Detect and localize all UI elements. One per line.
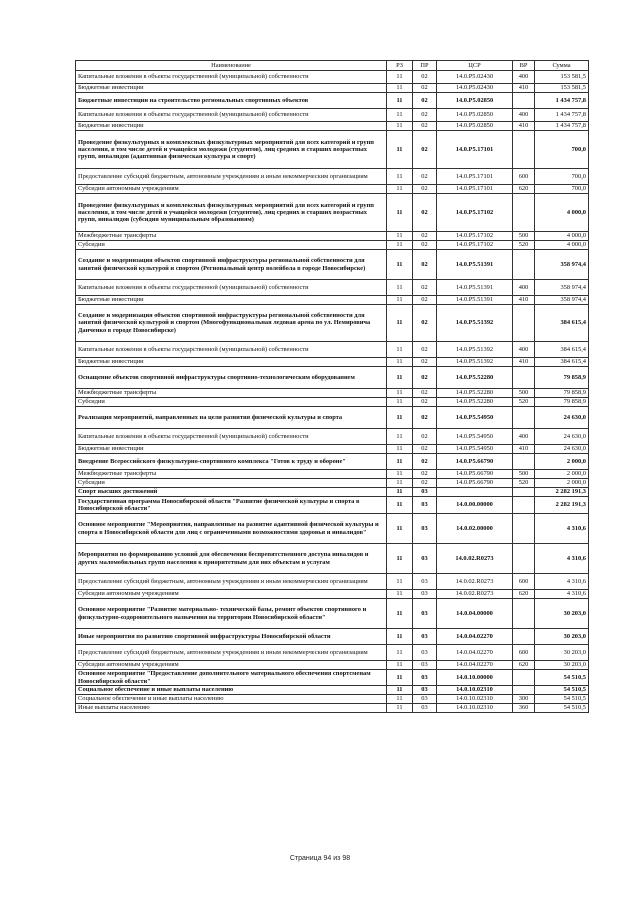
table-row	[76, 479, 589, 488]
cell-sum: 4 310,6	[535, 574, 589, 590]
cell-vr: 520	[513, 241, 535, 250]
cell-name: Субсидии автономным учреждениям	[76, 661, 387, 670]
cell-csr: 14.0.P5.02850	[437, 109, 513, 122]
cell-csr: 14.0.P5.66790	[437, 479, 513, 488]
cell-rz: 11	[387, 544, 413, 574]
cell-rz: 11	[387, 131, 413, 169]
cell-pr: 03	[413, 544, 437, 574]
cell-pr: 02	[413, 93, 437, 109]
cell-name: Межбюджетные трансферты	[76, 232, 387, 241]
cell-pr: 02	[413, 296, 437, 305]
cell-vr	[513, 93, 535, 109]
cell-rz: 11	[387, 488, 413, 497]
cell-vr: 410	[513, 445, 535, 454]
cell-name: Межбюджетные трансферты	[76, 389, 387, 398]
cell-csr: 14.0.02.R0273	[437, 544, 513, 574]
cell-sum: 4 000,0	[535, 194, 589, 232]
cell-rz: 11	[387, 497, 413, 514]
cell-csr: 14.0.10.02310	[437, 704, 513, 713]
table-row	[76, 629, 589, 645]
cell-sum: 24 630,0	[535, 445, 589, 454]
cell-vr	[513, 686, 535, 695]
cell-vr	[513, 250, 535, 280]
table-row	[76, 185, 589, 194]
cell-pr: 02	[413, 131, 437, 169]
cell-csr: 14.0.10.00000	[437, 670, 513, 686]
table-row	[76, 169, 589, 185]
table-row	[76, 84, 589, 93]
cell-name: Оснащение объектов спортивной инфраструктуры спортивно-технологическим оборудованием	[76, 367, 387, 389]
cell-pr: 02	[413, 407, 437, 429]
table-row	[76, 342, 589, 358]
cell-pr: 02	[413, 109, 437, 122]
cell-vr: 620	[513, 590, 535, 599]
cell-vr: 400	[513, 109, 535, 122]
table-row	[76, 686, 589, 695]
cell-rz: 11	[387, 470, 413, 479]
cell-vr: 520	[513, 479, 535, 488]
cell-csr: 14.0.P5.54950	[437, 407, 513, 429]
cell-vr: 410	[513, 84, 535, 93]
cell-pr: 02	[413, 479, 437, 488]
table-row	[76, 704, 589, 713]
cell-rz: 11	[387, 185, 413, 194]
cell-name: Создание и модернизация объектов спортивной инфраструктуры региональной собственности для занятий физической культурой и спортом (Региональный центр волейбола в городе Новосибирске)	[76, 250, 387, 280]
cell-vr: 500	[513, 389, 535, 398]
cell-csr: 14.0.P5.17102	[437, 194, 513, 232]
cell-rz: 11	[387, 122, 413, 131]
table-row	[76, 645, 589, 661]
table-row	[76, 590, 589, 599]
cell-name: Иные мероприятия по развитию спортивной инфраструктуры Новосибирской области	[76, 629, 387, 645]
cell-name: Государственная программа Новосибирской области "Развитие физической культуры и спорта в Новосибирской области"	[76, 497, 387, 514]
cell-csr: 14.0.P5.66790	[437, 454, 513, 470]
cell-csr: 14.0.04.00000	[437, 599, 513, 629]
cell-rz: 11	[387, 479, 413, 488]
cell-pr: 02	[413, 367, 437, 389]
cell-rz: 11	[387, 250, 413, 280]
cell-sum: 4 310,6	[535, 590, 589, 599]
cell-sum: 24 630,0	[535, 407, 589, 429]
cell-name: Бюджетные инвестиции	[76, 358, 387, 367]
cell-sum: 153 581,5	[535, 84, 589, 93]
cell-sum: 358 974,4	[535, 280, 589, 296]
table-row	[76, 497, 589, 514]
cell-rz: 11	[387, 645, 413, 661]
table-row	[76, 470, 589, 479]
cell-pr: 03	[413, 574, 437, 590]
cell-vr: 600	[513, 645, 535, 661]
cell-rz: 11	[387, 454, 413, 470]
cell-pr: 02	[413, 185, 437, 194]
cell-vr	[513, 305, 535, 342]
cell-csr: 14.0.02.R0273	[437, 590, 513, 599]
cell-sum: 700,0	[535, 131, 589, 169]
cell-pr: 03	[413, 686, 437, 695]
cell-name: Субсидии	[76, 398, 387, 407]
cell-name: Бюджетные инвестиции	[76, 122, 387, 131]
cell-sum: 30 203,0	[535, 661, 589, 670]
table-row	[76, 93, 589, 109]
cell-pr: 02	[413, 250, 437, 280]
cell-vr	[513, 544, 535, 574]
cell-pr: 02	[413, 342, 437, 358]
table-row	[76, 544, 589, 574]
cell-sum: 4 000,0	[535, 241, 589, 250]
cell-rz: 11	[387, 445, 413, 454]
cell-rz: 11	[387, 389, 413, 398]
cell-sum: 384 615,4	[535, 305, 589, 342]
header-vr: ВР	[513, 61, 535, 71]
table-row	[76, 250, 589, 280]
cell-pr: 02	[413, 169, 437, 185]
cell-vr	[513, 514, 535, 544]
cell-sum: 54 510,5	[535, 670, 589, 686]
cell-vr	[513, 599, 535, 629]
cell-csr: 14.0.P5.52280	[437, 389, 513, 398]
table-row	[76, 109, 589, 122]
cell-name: Капитальные вложения в объекты государственной (муниципальной) собственности	[76, 342, 387, 358]
cell-sum: 2 000,0	[535, 454, 589, 470]
table-row	[76, 122, 589, 131]
cell-csr: 14.0.P5.17101	[437, 131, 513, 169]
cell-csr: 14.0.P5.51392	[437, 342, 513, 358]
cell-vr: 400	[513, 71, 535, 84]
cell-rz: 11	[387, 367, 413, 389]
cell-name: Капитальные вложения в объекты государственной (муниципальной) собственности	[76, 71, 387, 84]
cell-sum: 79 858,9	[535, 367, 589, 389]
cell-pr: 03	[413, 488, 437, 497]
cell-rz: 11	[387, 629, 413, 645]
cell-name: Межбюджетные трансферты	[76, 470, 387, 479]
table-row	[76, 670, 589, 686]
cell-rz: 11	[387, 429, 413, 445]
cell-rz: 11	[387, 514, 413, 544]
cell-vr: 410	[513, 358, 535, 367]
cell-csr: 14.0.P5.51391	[437, 296, 513, 305]
table-row	[76, 429, 589, 445]
cell-vr	[513, 629, 535, 645]
cell-csr: 14.0.P5.17101	[437, 169, 513, 185]
header-name: Наименование	[76, 61, 387, 71]
table-row	[76, 280, 589, 296]
table-row	[76, 241, 589, 250]
cell-sum: 30 203,0	[535, 645, 589, 661]
cell-pr: 02	[413, 445, 437, 454]
cell-rz: 11	[387, 194, 413, 232]
cell-sum: 54 510,5	[535, 686, 589, 695]
cell-csr: 14.0.00.00000	[437, 497, 513, 514]
cell-pr: 03	[413, 629, 437, 645]
table-row	[76, 661, 589, 670]
table-row	[76, 367, 589, 389]
header-pr: ПР	[413, 61, 437, 71]
cell-sum: 79 858,9	[535, 389, 589, 398]
table-row	[76, 305, 589, 342]
cell-sum: 4 310,6	[535, 514, 589, 544]
cell-pr: 03	[413, 514, 437, 544]
cell-csr	[437, 488, 513, 497]
cell-pr: 02	[413, 305, 437, 342]
budget-table	[75, 60, 589, 713]
cell-sum: 700,0	[535, 185, 589, 194]
header-csr: ЦСР	[437, 61, 513, 71]
cell-vr: 410	[513, 296, 535, 305]
cell-csr: 14.0.10.02310	[437, 686, 513, 695]
cell-sum: 700,0	[535, 169, 589, 185]
page-footer: Страница 94 из 98	[289, 855, 351, 862]
cell-rz: 11	[387, 358, 413, 367]
cell-rz: 11	[387, 232, 413, 241]
cell-pr: 03	[413, 695, 437, 704]
cell-name: Основное мероприятие "Предоставление дополнительного материального обеспечения спортсменам Новосибирской области"	[76, 670, 387, 686]
cell-name: Иные выплаты населению	[76, 704, 387, 713]
table-header-row	[76, 61, 589, 71]
cell-pr: 02	[413, 241, 437, 250]
cell-rz: 11	[387, 93, 413, 109]
table-row	[76, 398, 589, 407]
table-row	[76, 71, 589, 84]
cell-pr: 02	[413, 398, 437, 407]
cell-csr: 14.0.02.00000	[437, 514, 513, 544]
cell-vr: 620	[513, 185, 535, 194]
cell-pr: 03	[413, 661, 437, 670]
cell-rz: 11	[387, 599, 413, 629]
cell-vr	[513, 194, 535, 232]
cell-vr	[513, 488, 535, 497]
cell-name: Капитальные вложения в объекты государственной (муниципальной) собственности	[76, 429, 387, 445]
cell-pr: 03	[413, 645, 437, 661]
cell-name: Предоставление субсидий бюджетным, автономным учреждениям и иным некоммерческим организациям	[76, 169, 387, 185]
cell-name: Социальное обеспечение и иные выплаты населению	[76, 695, 387, 704]
table-row	[76, 358, 589, 367]
cell-name: Реализация мероприятий, направленных на цели развития физической культуры и спорта	[76, 407, 387, 429]
cell-sum: 4 000,0	[535, 232, 589, 241]
cell-name: Мероприятия по формированию условий для обеспечения беспрепятственного доступа инвалидов и других маломобильных групп населения к приоритетным для них объектам и услугам	[76, 544, 387, 574]
cell-vr: 500	[513, 232, 535, 241]
cell-pr: 02	[413, 470, 437, 479]
table-row	[76, 194, 589, 232]
cell-csr: 14.0.P5.54950	[437, 445, 513, 454]
document-page	[75, 60, 588, 713]
cell-rz: 11	[387, 109, 413, 122]
cell-sum: 384 615,4	[535, 358, 589, 367]
table-row	[76, 574, 589, 590]
cell-vr: 400	[513, 429, 535, 445]
cell-csr: 14.0.04.02270	[437, 629, 513, 645]
cell-rz: 11	[387, 574, 413, 590]
cell-sum: 54 510,5	[535, 695, 589, 704]
cell-vr	[513, 367, 535, 389]
cell-name: Капитальные вложения в объекты государственной (муниципальной) собственности	[76, 109, 387, 122]
cell-vr: 360	[513, 704, 535, 713]
cell-sum: 1 434 757,8	[535, 109, 589, 122]
cell-rz: 11	[387, 661, 413, 670]
cell-pr: 02	[413, 389, 437, 398]
cell-csr: 14.0.P5.51391	[437, 280, 513, 296]
cell-rz: 11	[387, 704, 413, 713]
cell-sum: 2 282 191,3	[535, 488, 589, 497]
cell-pr: 03	[413, 670, 437, 686]
cell-pr: 02	[413, 84, 437, 93]
table-row	[76, 296, 589, 305]
cell-csr: 14.0.P5.52280	[437, 367, 513, 389]
cell-sum: 358 974,4	[535, 296, 589, 305]
cell-vr: 400	[513, 342, 535, 358]
table-row	[76, 389, 589, 398]
cell-rz: 11	[387, 590, 413, 599]
cell-rz: 11	[387, 407, 413, 429]
cell-name: Субсидии	[76, 241, 387, 250]
cell-vr: 600	[513, 169, 535, 185]
cell-name: Проведение физкультурных и комплексных физкультурных мероприятий для всех категорий и групп населения, в том числе детей и учащейся молодежи (студентов), лиц средних и старших возрастных групп, инвалидов (адаптивная физическая культура и спорт)	[76, 131, 387, 169]
cell-vr	[513, 454, 535, 470]
cell-sum: 384 615,4	[535, 342, 589, 358]
cell-csr: 14.0.P5.17102	[437, 232, 513, 241]
cell-csr: 14.0.P5.02850	[437, 122, 513, 131]
cell-rz: 11	[387, 342, 413, 358]
cell-pr: 03	[413, 599, 437, 629]
cell-pr: 02	[413, 280, 437, 296]
cell-csr: 14.0.04.02270	[437, 645, 513, 661]
cell-csr: 14.0.02.R0273	[437, 574, 513, 590]
cell-name: Бюджетные инвестиции	[76, 445, 387, 454]
cell-sum: 2 000,0	[535, 470, 589, 479]
cell-rz: 11	[387, 84, 413, 93]
cell-vr	[513, 131, 535, 169]
table-row	[76, 131, 589, 169]
cell-pr: 02	[413, 454, 437, 470]
cell-sum: 2 282 191,3	[535, 497, 589, 514]
cell-pr: 03	[413, 704, 437, 713]
cell-name: Субсидии	[76, 479, 387, 488]
cell-rz: 11	[387, 670, 413, 686]
cell-sum: 153 581,5	[535, 71, 589, 84]
cell-csr: 14.0.10.02310	[437, 695, 513, 704]
cell-rz: 11	[387, 686, 413, 695]
cell-vr: 620	[513, 661, 535, 670]
cell-vr: 520	[513, 398, 535, 407]
cell-vr: 500	[513, 470, 535, 479]
cell-sum: 4 310,6	[535, 544, 589, 574]
cell-sum: 1 434 757,8	[535, 122, 589, 131]
table-row	[76, 488, 589, 497]
cell-name: Предоставление субсидий бюджетным, автономным учреждениям и иным некоммерческим организациям	[76, 574, 387, 590]
cell-name: Бюджетные инвестиции на строительство региональных спортивных объектов	[76, 93, 387, 109]
cell-csr: 14.0.P5.66790	[437, 470, 513, 479]
cell-name: Проведение физкультурных и комплексных физкультурных мероприятий для всех категорий и групп населения, в том числе детей и учащейся молодежи (студентов), лиц средних и старших возрастных групп, инвалидов (субсидия муниципальным образованиям)	[76, 194, 387, 232]
cell-name: Основное мероприятие "Мероприятия, направленные на развитие адаптивной физической культуры и спорта в Новосибирской области для лиц с ограниченными возможностями здоровья и инвалидов"	[76, 514, 387, 544]
cell-vr: 400	[513, 280, 535, 296]
header-sum: Сумма	[535, 61, 589, 71]
cell-name: Предоставление субсидий бюджетным, автономным учреждениям и иным некоммерческим организациям	[76, 645, 387, 661]
header-rz: РЗ	[387, 61, 413, 71]
cell-sum: 30 203,0	[535, 629, 589, 645]
table-row	[76, 232, 589, 241]
cell-rz: 11	[387, 241, 413, 250]
cell-pr: 02	[413, 71, 437, 84]
cell-rz: 11	[387, 169, 413, 185]
cell-sum: 24 630,0	[535, 429, 589, 445]
table-row	[76, 445, 589, 454]
cell-vr	[513, 497, 535, 514]
cell-vr: 300	[513, 695, 535, 704]
cell-csr: 14.0.P5.17101	[437, 185, 513, 194]
cell-csr: 14.0.P5.51392	[437, 305, 513, 342]
cell-vr: 600	[513, 574, 535, 590]
table-row	[76, 599, 589, 629]
table-row	[76, 695, 589, 704]
cell-sum: 1 434 757,8	[535, 93, 589, 109]
table-row	[76, 407, 589, 429]
cell-pr: 02	[413, 429, 437, 445]
cell-name: Субсидии автономным учреждениям	[76, 185, 387, 194]
cell-pr: 02	[413, 194, 437, 232]
cell-rz: 11	[387, 280, 413, 296]
cell-sum: 54 510,5	[535, 704, 589, 713]
cell-csr: 14.0.P5.52280	[437, 398, 513, 407]
cell-csr: 14.0.P5.51392	[437, 358, 513, 367]
cell-csr: 14.0.P5.02430	[437, 84, 513, 93]
cell-name: Социальное обеспечение и иные выплаты населению	[76, 686, 387, 695]
cell-name: Субсидии автономным учреждениям	[76, 590, 387, 599]
cell-rz: 11	[387, 398, 413, 407]
cell-pr: 02	[413, 122, 437, 131]
table-row	[76, 454, 589, 470]
cell-rz: 11	[387, 71, 413, 84]
cell-vr: 410	[513, 122, 535, 131]
cell-name: Внедрение Всероссийского физкультурно-спортивного комплекса "Готов к труду и обороне"	[76, 454, 387, 470]
cell-pr: 02	[413, 358, 437, 367]
cell-name: Создание и модернизация объектов спортивной инфраструктуры региональной собственности для занятий физической культурой и спортом (Многофункциональная ледовая арена по ул. Немировича Данченко в городе Новосибирске)	[76, 305, 387, 342]
cell-rz: 11	[387, 305, 413, 342]
cell-sum: 358 974,4	[535, 250, 589, 280]
cell-pr: 02	[413, 232, 437, 241]
cell-pr: 03	[413, 590, 437, 599]
cell-csr: 14.0.P5.51391	[437, 250, 513, 280]
cell-vr	[513, 407, 535, 429]
cell-csr: 14.0.P5.02850	[437, 93, 513, 109]
table-row	[76, 514, 589, 544]
cell-csr: 14.0.P5.54950	[437, 429, 513, 445]
cell-sum: 2 000,0	[535, 479, 589, 488]
cell-csr: 14.0.P5.02430	[437, 71, 513, 84]
cell-name: Основное мероприятие "Развитие материально- технической базы, ремонт объектов спортивного и физкультурно-оздоровительного назначения на территории Новосибирской области"	[76, 599, 387, 629]
cell-name: Спорт высших достижений	[76, 488, 387, 497]
cell-sum: 30 203,0	[535, 599, 589, 629]
cell-rz: 11	[387, 296, 413, 305]
cell-vr	[513, 670, 535, 686]
cell-sum: 79 858,9	[535, 398, 589, 407]
cell-name: Капитальные вложения в объекты государственной (муниципальной) собственности	[76, 280, 387, 296]
cell-name: Бюджетные инвестиции	[76, 84, 387, 93]
cell-rz: 11	[387, 695, 413, 704]
cell-pr: 03	[413, 497, 437, 514]
cell-csr: 14.0.04.02270	[437, 661, 513, 670]
cell-name: Бюджетные инвестиции	[76, 296, 387, 305]
table-body	[76, 71, 589, 713]
cell-csr: 14.0.P5.17102	[437, 241, 513, 250]
